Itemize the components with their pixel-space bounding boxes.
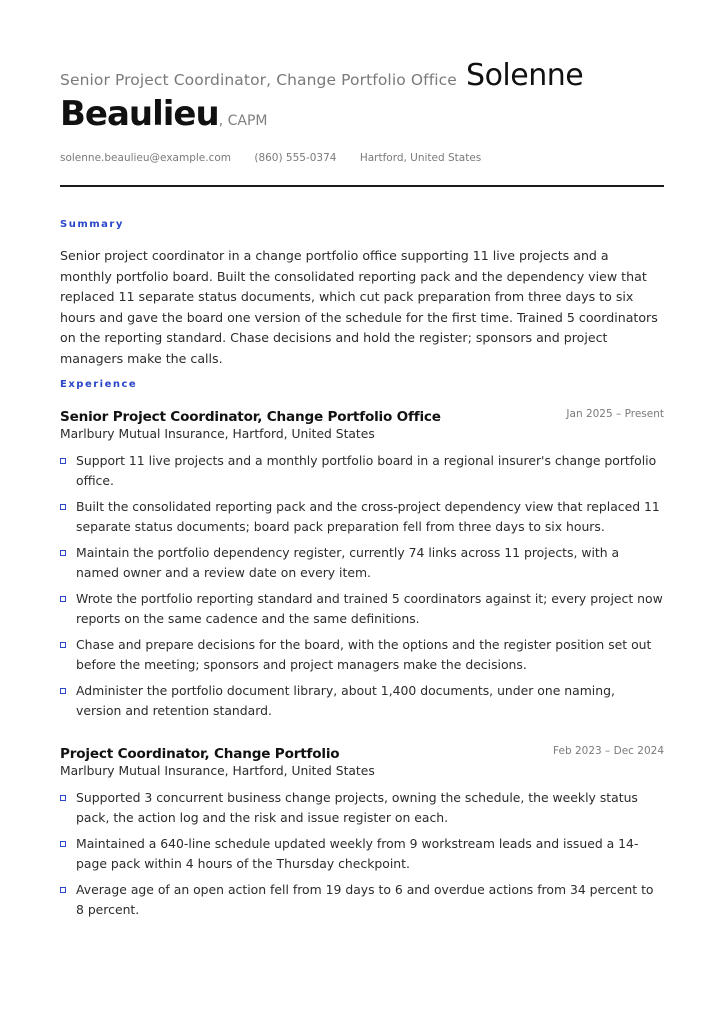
- job-dates: Jan 2025 – Present: [566, 408, 664, 420]
- job-entry: [60, 743, 664, 926]
- credentials: , CAPM: [218, 113, 268, 129]
- bullet-text: Built the consolidated reporting pack and the cross-project dependency view that replaced 11 separate status documents; board pack preparation fell from three days to six hours.: [76, 499, 660, 535]
- job-title: Senior Project Coordinator, Change Portfolio Office: [60, 409, 441, 425]
- square-bullet-icon: [60, 841, 66, 847]
- contact-phone[interactable]: (860) 555-0374: [254, 152, 337, 164]
- job-title-row: [60, 743, 664, 763]
- job-bullets: [60, 451, 664, 722]
- square-bullet-icon: [60, 795, 66, 801]
- bullet-item: [60, 543, 664, 584]
- square-bullet-icon: [60, 596, 66, 602]
- square-bullet-icon: [60, 550, 66, 556]
- square-bullet-icon: [60, 887, 66, 893]
- contact-location: Hartford, United States: [359, 152, 482, 164]
- summary-heading: Summary: [60, 219, 124, 230]
- square-bullet-icon: [60, 458, 66, 464]
- first-name: Solenne: [466, 58, 584, 93]
- job-company: Marlbury Mutual Insurance, Hartford, United States: [60, 764, 375, 778]
- contact-email[interactable]: solenne.beaulieu@example.com: [60, 152, 231, 164]
- headline: Senior Project Coordinator, Change Portfolio Office: [60, 71, 457, 89]
- last-name: Beaulieu: [60, 94, 219, 134]
- job-bullets: [60, 788, 664, 921]
- square-bullet-icon: [60, 642, 66, 648]
- bullet-item: [60, 681, 664, 722]
- bullet-text: Supported 3 concurrent business change projects, owning the schedule, the weekly status pack, the action log and the risk and issue register on each.: [76, 790, 638, 826]
- resume-header: [60, 0, 664, 186]
- name-row-2: [60, 94, 267, 134]
- bullet-text: Maintain the portfolio dependency register, currently 74 links across 11 projects, with a named owner and a review date on every item.: [76, 545, 620, 581]
- name-row: [60, 58, 583, 93]
- contact-line: [60, 152, 501, 164]
- bullet-text: Wrote the portfolio reporting standard and trained 5 coordinators against it; every project now reports on the same cadence and the same definitions.: [76, 591, 663, 627]
- bullet-item: [60, 635, 664, 676]
- summary-text: Senior project coordinator in a change portfolio office supporting 11 live projects and a monthly portfolio board. Built the consolidated reporting pack and the dependency view that replaced 11 separate status documents, which cut pack preparation from three days to six hours and gave the board one version of the schedule for the first time. Trained 5 coordinators on the reporting standard. Chase decisions and hold the register; sponsors and project managers make the calls.: [60, 248, 658, 366]
- bullet-text: Chase and prepare decisions for the board, with the options and the register position set out before the meeting; sponsors and project managers make the decisions.: [76, 637, 652, 673]
- bullet-item: [60, 497, 664, 538]
- bullet-item: [60, 589, 664, 630]
- job-title-row: [60, 406, 664, 426]
- square-bullet-icon: [60, 688, 66, 694]
- bullet-text: Support 11 live projects and a monthly portfolio board in a regional insurer's change portfolio office.: [76, 453, 657, 489]
- job-company: Marlbury Mutual Insurance, Hartford, United States: [60, 427, 375, 441]
- job-title: Project Coordinator, Change Portfolio: [60, 746, 340, 762]
- job-entry: [60, 406, 664, 727]
- bullet-text: Administer the portfolio document library, about 1,400 documents, under one naming, version and retention standard.: [76, 683, 615, 719]
- job-dates: Feb 2023 – Dec 2024: [553, 745, 664, 757]
- bullet-text: Maintained a 640-line schedule updated weekly from 9 workstream leads and issued a 14-page pack within 4 hours of the Thursday checkpoint.: [76, 836, 639, 872]
- bullet-item: [60, 451, 664, 492]
- bullet-item: [60, 880, 664, 921]
- bullet-item: [60, 834, 664, 875]
- experience-heading: Experience: [60, 379, 138, 390]
- bullet-text: Average age of an open action fell from 19 days to 6 and overdue actions from 34 percent to 8 percent.: [76, 882, 654, 918]
- bullet-item: [60, 788, 664, 829]
- square-bullet-icon: [60, 504, 66, 510]
- header-divider: [60, 185, 664, 187]
- resume-page: [60, 0, 664, 918]
